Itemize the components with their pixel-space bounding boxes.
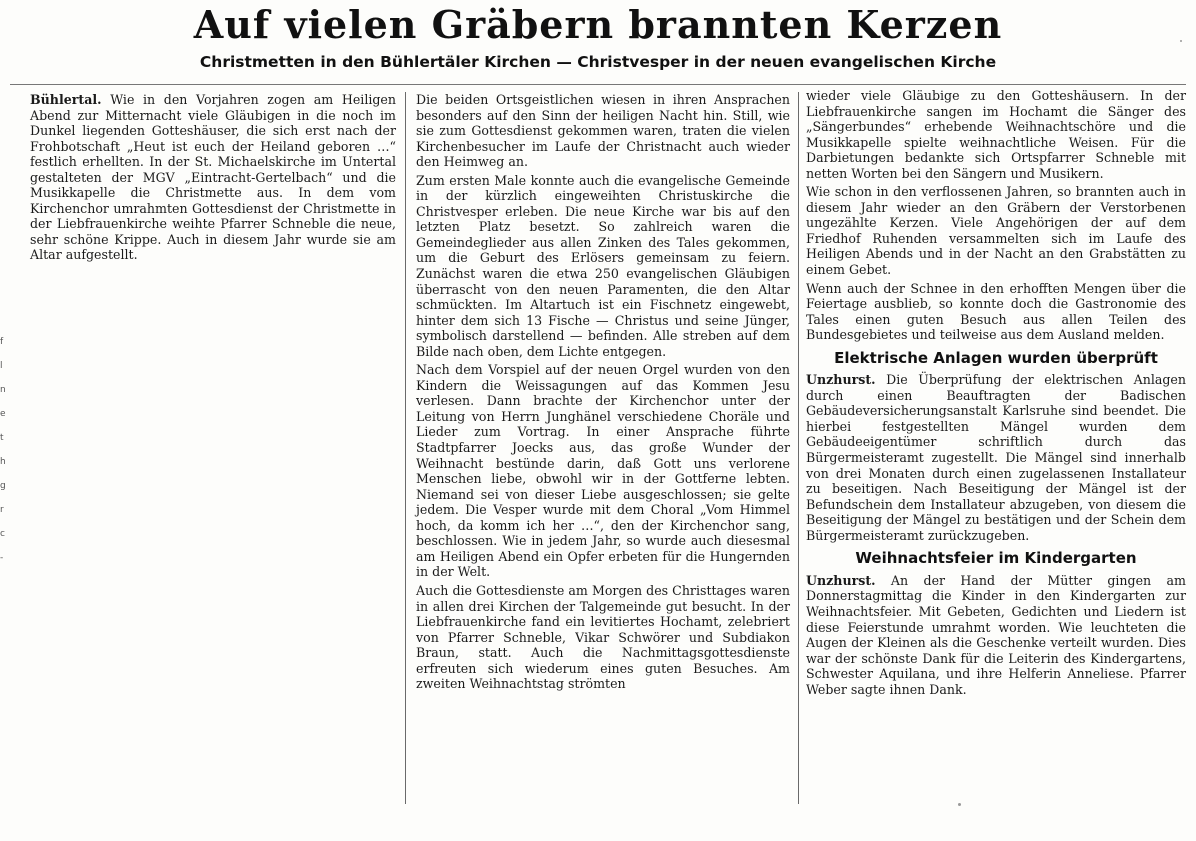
column-2	[416, 92, 790, 692]
edge-fragment: g	[0, 481, 6, 491]
column-3	[806, 88, 1186, 697]
paragraph: Die beiden Ortsgeistlichen wiesen in ihren Ansprachen besonders auf den Sinn der heiligen Nacht hin. Still, wie sie zum Gottesdienst gekommen waren, traten die vielen Kirchenbesucher im Laufe der Christnacht auch wieder den Heimweg an.	[416, 92, 790, 170]
paragraph: wieder viele Gläubige zu den Gotteshäusern. In der Liebfrauenkirche sangen im Hochamt die Sänger des „Sängerbundes“ erhebende Weihnachtschöre und die Musikkapelle spielte weihnachtliche Weisen. Für die Darbietungen bedankte sich Ortspfarrer Schneble mit netten Worten bei den Sängern und Musikern.	[806, 88, 1186, 181]
edge-fragment: f	[0, 337, 4, 347]
paragraph-text: An der Hand der Mütter gingen am Donnerstagmittag die Kinder in den Kindergarten zur Weihnachtsfeier. Mit Gebeten, Gedichten und Liedern ist diese Feierstunde umrahmt worden. Wie leuchteten die Augen der Kleinen als die Geschenke verteilt wurden. Dies war der schönste Dank für die Leiterin des Kindergartens, Schwester Aquilana, und ihre Helferin Anneliese. Pfarrer Weber sagte ihnen Dank.	[806, 572, 1186, 697]
header-rule	[10, 84, 1186, 85]
left-edge-fragments	[0, 330, 8, 810]
column-1	[30, 92, 396, 263]
edge-fragment: n	[0, 385, 6, 395]
dateline: Unzhurst.	[806, 372, 876, 388]
article-headline: Auf vielen Gräbern brannten Kerzen	[193, 2, 1003, 47]
edge-fragment: t	[0, 433, 4, 443]
article-subheadline: Christmetten in den Bühlertäler Kirchen — Christvesper in der neuen evangelischen Kirche	[199, 53, 997, 71]
edge-fragment: c	[0, 529, 5, 539]
paragraph: Nach dem Vorspiel auf der neuen Orgel wurden von den Kindern die Weissagungen auf das Kommen Jesu verlesen. Dann brachte der Kirchenchor unter der Leitung von Herrn Junghänel verschiedene Choräle und Lieder zum Vortrag. In einer Ansprache führte Stadtpfarrer Joecks aus, das große Wunder der Weihnacht bestünde darin, daß Gott uns verlorene Menschen liebe, obwohl wir in der Gottferne lebten. Niemand sei von dieser Liebe ausgeschlossen; sie gelte jedem. Die Vesper wurde mit dem Choral „Vom Himmel hoch, da komm ich her …“, den der Kirchenchor sang, beschlossen. Wie in jedem Jahr, so wurde auch diesesmal am Heiligen Abend ein Opfer erbeten für die Hungernden in der Welt.	[416, 362, 790, 580]
column-rule-2	[798, 92, 799, 804]
paragraph: Wie schon in den verflossenen Jahren, so brannten auch in diesem Jahr wieder an den Gräbern der Verstorbenen ungezählte Kerzen. Viele Angehörigen der auf dem Friedhof Ruhenden versammelten sich im Laufe des Heiligen Abends und in der Nacht an den Grabstätten zu einem Gebet.	[806, 184, 1186, 278]
dateline: Bühlertal.	[30, 92, 102, 107]
paragraph: Auch die Gottesdienste am Morgen des Christtages waren in allen drei Kirchen der Talgemeinde gut besucht. In der Liebfrauenkirche fand ein levitiertes Hochamt, zelebriert von Pfarrer Schneble, Vikar Schwörer und Subdiakon Braun, statt. Auch die Nachmittagsgottesdienste erfreuten sich wiederum eines guten Besuches. Am zweiten Weihnachtstag strömten	[416, 582, 790, 692]
edge-fragment: h	[0, 457, 6, 467]
edge-fragment: -	[0, 553, 4, 563]
print-speck	[1180, 40, 1182, 42]
paragraph: Wenn auch der Schnee in den erhofften Mengen über die Feiertage ausblieb, so konnte doch die Gastronomie des Tales einen guten Besuch aus allen Teilen des Bundesgebietes und teilweise aus dem Ausland melden.	[806, 280, 1186, 343]
dateline: Unzhurst.	[806, 572, 876, 588]
edge-fragment: e	[0, 409, 6, 419]
paragraph: Zum ersten Male konnte auch die evangelische Gemeinde in der kürzlich eingeweihten Christuskirche die Christvesper erleben. Die neue Kirche war bis auf den letzten Platz besetzt. So zahlreich waren die Gemeindeglieder aus allen Zinken des Tales gekommen, um die Geburt des Erlösers gemeinsam zu feiern. Zunächst waren die etwa 250 evangelischen Gläubigen überrascht von den neuen Paramenten, die den Altar schmückten. Im Altartuch ist ein Fischnetz eingewebt, hinter dem sich 13 Fische — Christus und seine Jünger, symbolisch darstellend — befinden. Alle streben auf dem Bilde nach oben, dem Lichte entgegen.	[416, 172, 790, 359]
paragraph-text: Die Überprüfung der elektrischen Anlagen durch einen Beauftragten der Badischen Gebäudeversicherungsanstalt Karlsruhe sind beendet. Die hierbei festgestellten Mängel wurden dem Gebäudeeigentümer schriftlich durch das Bürgermeisteramt zugestellt. Die Mängel sind innerhalb von drei Monaten durch einen zugelassenen Installateur zu beseitigen. Nach Beseitigung der Mängel ist der Befundschein dem Installateur abzugeben, von diesem die Beseitigung der Mängel zu bestätigen und der Schein dem Bürgermeisteramt zurückzugeben.	[806, 372, 1186, 543]
section-title-kindergarten: Weihnachtsfeier im Kindergarten	[855, 549, 1137, 568]
edge-fragment: l	[0, 361, 3, 371]
column-rule-1	[405, 92, 406, 804]
paragraph-text: Wie in den Vorjahren zogen am Heiligen Abend zur Mitternacht viele Gläubigen in die noch im Dunkel liegenden Gotteshäuser, die sich erst nach der Frohbotschaft „Heut ist euch der Heiland geboren …“ festlich erhellten. In der St. Michaelskirche im Untertal gestalteten der MGV „Eintracht-Gertelbach“ und die Musikkapelle die Christmette aus. In dem vom Kirchenchor umrahmten Gottesdienst der Christmette in der Liebfrauenkirche weihte Pfarrer Schneble die neue, sehr schöne Krippe. Auch in diesem Jahr wurde sie am Altar aufgestellt.	[30, 92, 396, 263]
section-title-electrical: Elektrische Anlagen wurden überprüft	[834, 348, 1158, 367]
edge-fragment: r	[0, 505, 4, 515]
print-speck	[958, 803, 961, 806]
paragraph	[806, 573, 1186, 697]
paragraph	[30, 92, 396, 263]
paragraph	[806, 372, 1186, 543]
